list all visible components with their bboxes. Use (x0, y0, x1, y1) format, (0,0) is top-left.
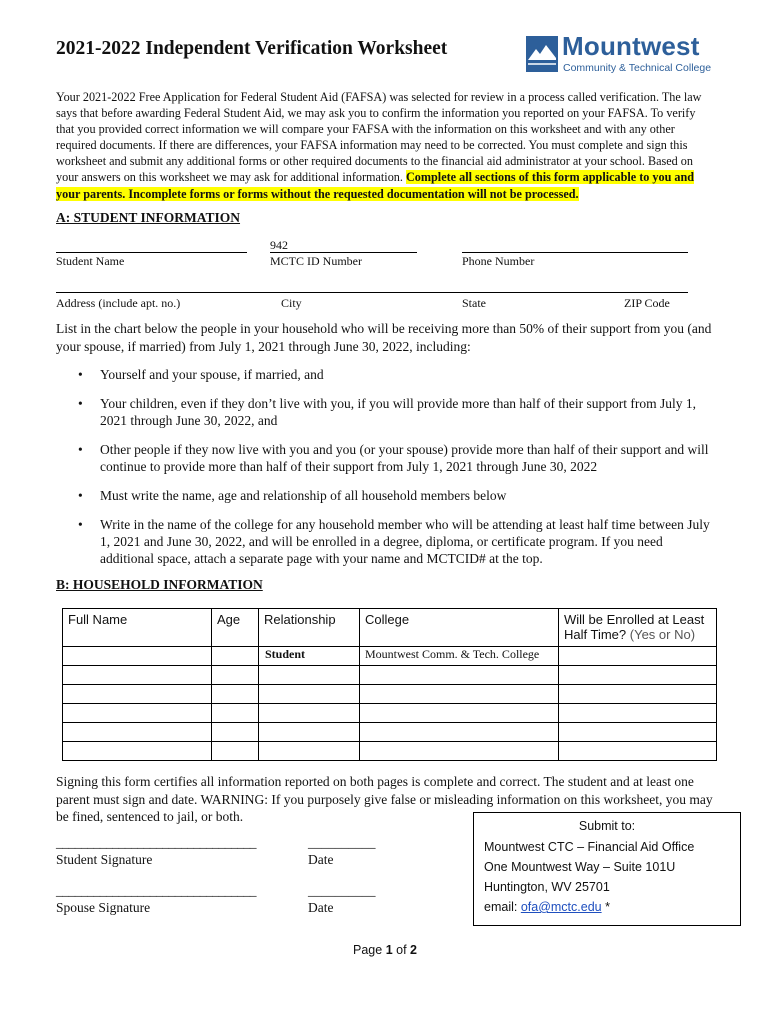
submit-street: One Mountwest Way – Suite 101U (484, 860, 676, 874)
list-item: • Your children, even if they don’t live with you, if you will provide more than half of their support from July 1, 2021 through June 30, 2022, and (78, 396, 697, 428)
household-intro: List in the chart below the people in your household who will be receiving more than 50% of their support from you (and your spouse, if married) from July 1, 2021 through June 30, 2022, including: (56, 321, 712, 354)
list-item: • Other people if they now live with you and you (or your spouse) provide more than half of their support and will continue to provide more than half of their support from July 1, 2021 through June 30, 2022 (78, 442, 709, 474)
col-relationship: Relationship (259, 609, 360, 647)
submit-office: Mountwest CTC – Financial Aid Office (484, 840, 695, 854)
col-full-name: Full Name (63, 609, 212, 647)
cell-enrolled[interactable] (559, 647, 717, 666)
table-row (63, 742, 717, 761)
submit-to-box (473, 812, 741, 926)
id-prefill: 942 (270, 238, 288, 252)
submit-city: Huntington, WV 25701 (484, 880, 610, 894)
college-logo (526, 31, 740, 76)
section-a-heading: A: STUDENT INFORMATION (56, 210, 241, 225)
spouse-signature-line[interactable]: ________________________________ (56, 883, 256, 898)
cell-college: Mountwest Comm. & Tech. College (360, 647, 559, 666)
spouse-date-line[interactable]: __________ (308, 883, 376, 898)
student-name-field[interactable] (56, 252, 247, 253)
col-college: College (360, 609, 559, 647)
col-enrolled-hint: (Yes or No) (629, 627, 696, 642)
submit-title: Submit to: (578, 819, 636, 833)
table-row (63, 647, 717, 666)
email-suffix: * (605, 900, 610, 914)
bullet-icon: • (78, 442, 83, 457)
table-row (63, 666, 717, 685)
intro-highlight: Complete all sections of this form applicable to you and your parents. Incomplete forms or forms without the requested documentation will not be processed. (56, 170, 695, 201)
zip-label: ZIP Code (624, 296, 670, 310)
logo-name: Mountwest (562, 31, 700, 61)
mountain-logo-icon (526, 36, 558, 72)
student-signature-line[interactable]: ________________________________ (56, 835, 256, 850)
section-b-heading: B: HOUSEHOLD INFORMATION (56, 577, 263, 592)
cell-relationship: Student (259, 647, 360, 666)
page-number: Page 1 of 2 (353, 943, 417, 957)
household-table (62, 608, 717, 761)
list-item: • Must write the name, age and relationship of all household members below (78, 488, 507, 503)
student-date-line[interactable]: __________ (308, 835, 376, 850)
page-title: 2021-2022 Independent Verification Worksheet (56, 38, 448, 59)
student-name-label: Student Name (56, 254, 125, 268)
city-label: City (281, 296, 302, 310)
list-item: • Write in the name of the college for any household member who will be attending at least half time between July 1, 2021 and June 30, 2022, and will be enrolled in a degree, diploma, or certificate program. If you need additional space, attach a separate page with your name and MCTCID# at the top. (78, 517, 710, 566)
list-item: • Yourself and your spouse, if married, and (78, 367, 324, 382)
mctc-id-field[interactable] (270, 252, 417, 253)
address-label: Address (include apt. no.) (56, 296, 181, 310)
col-age: Age (212, 609, 259, 647)
phone-field[interactable] (462, 252, 688, 253)
certification-text: Signing this form certifies all information reported on both pages is complete and correct. The student and at least one parent must sign and date. WARNING: If you purposely give false or misleading information on this worksheet, you may be fined, sentenced to jail, or both. (56, 774, 713, 824)
col-enrolled: Will be Enrolled at Least Half Time? (Yes or No) (559, 609, 717, 647)
state-label: State (462, 296, 486, 310)
bullet-icon: • (78, 367, 83, 382)
bullet-icon: • (78, 396, 83, 411)
email-link[interactable]: ofa@mctc.edu (520, 900, 602, 914)
table-row (63, 723, 717, 742)
table-header-row (63, 609, 717, 647)
table-row (63, 685, 717, 704)
intro-text: Your 2021-2022 Free Application for Federal Student Aid (FAFSA) was selected for review in a process called verification. The law says that before awarding Federal Student Aid, we may ask you to confirm the information you reported on your FAFSA. To verify that you provided correct information we will compare your FAFSA with the information on this worksheet and with any other required documents. If there are differences, your FAFSA information may need to be corrected. You must complete and sign this worksheet and submit any additional forms or other required documents to the financial aid administrator at your school. Based on your answers on this worksheet we may ask for additional information. (56, 90, 702, 185)
student-signature-label: Student Signature (56, 852, 153, 867)
student-date-label: Date (308, 852, 334, 867)
phone-label: Phone Number (462, 254, 535, 268)
table-row (63, 704, 717, 723)
household-criteria-list (56, 366, 716, 579)
bullet-icon: • (78, 488, 83, 503)
submit-email-line (484, 900, 610, 914)
intro-paragraph (56, 89, 716, 202)
spouse-signature-label: Spouse Signature (56, 900, 151, 915)
email-label: email: (484, 900, 518, 914)
address-field[interactable] (56, 292, 688, 293)
cell-full-name[interactable] (63, 647, 212, 666)
logo-subtitle: Community & Technical College (563, 62, 712, 74)
mctc-id-label: MCTC ID Number (270, 254, 362, 268)
spouse-date-label: Date (308, 900, 334, 915)
cell-age[interactable] (212, 647, 259, 666)
bullet-icon: • (78, 517, 83, 532)
